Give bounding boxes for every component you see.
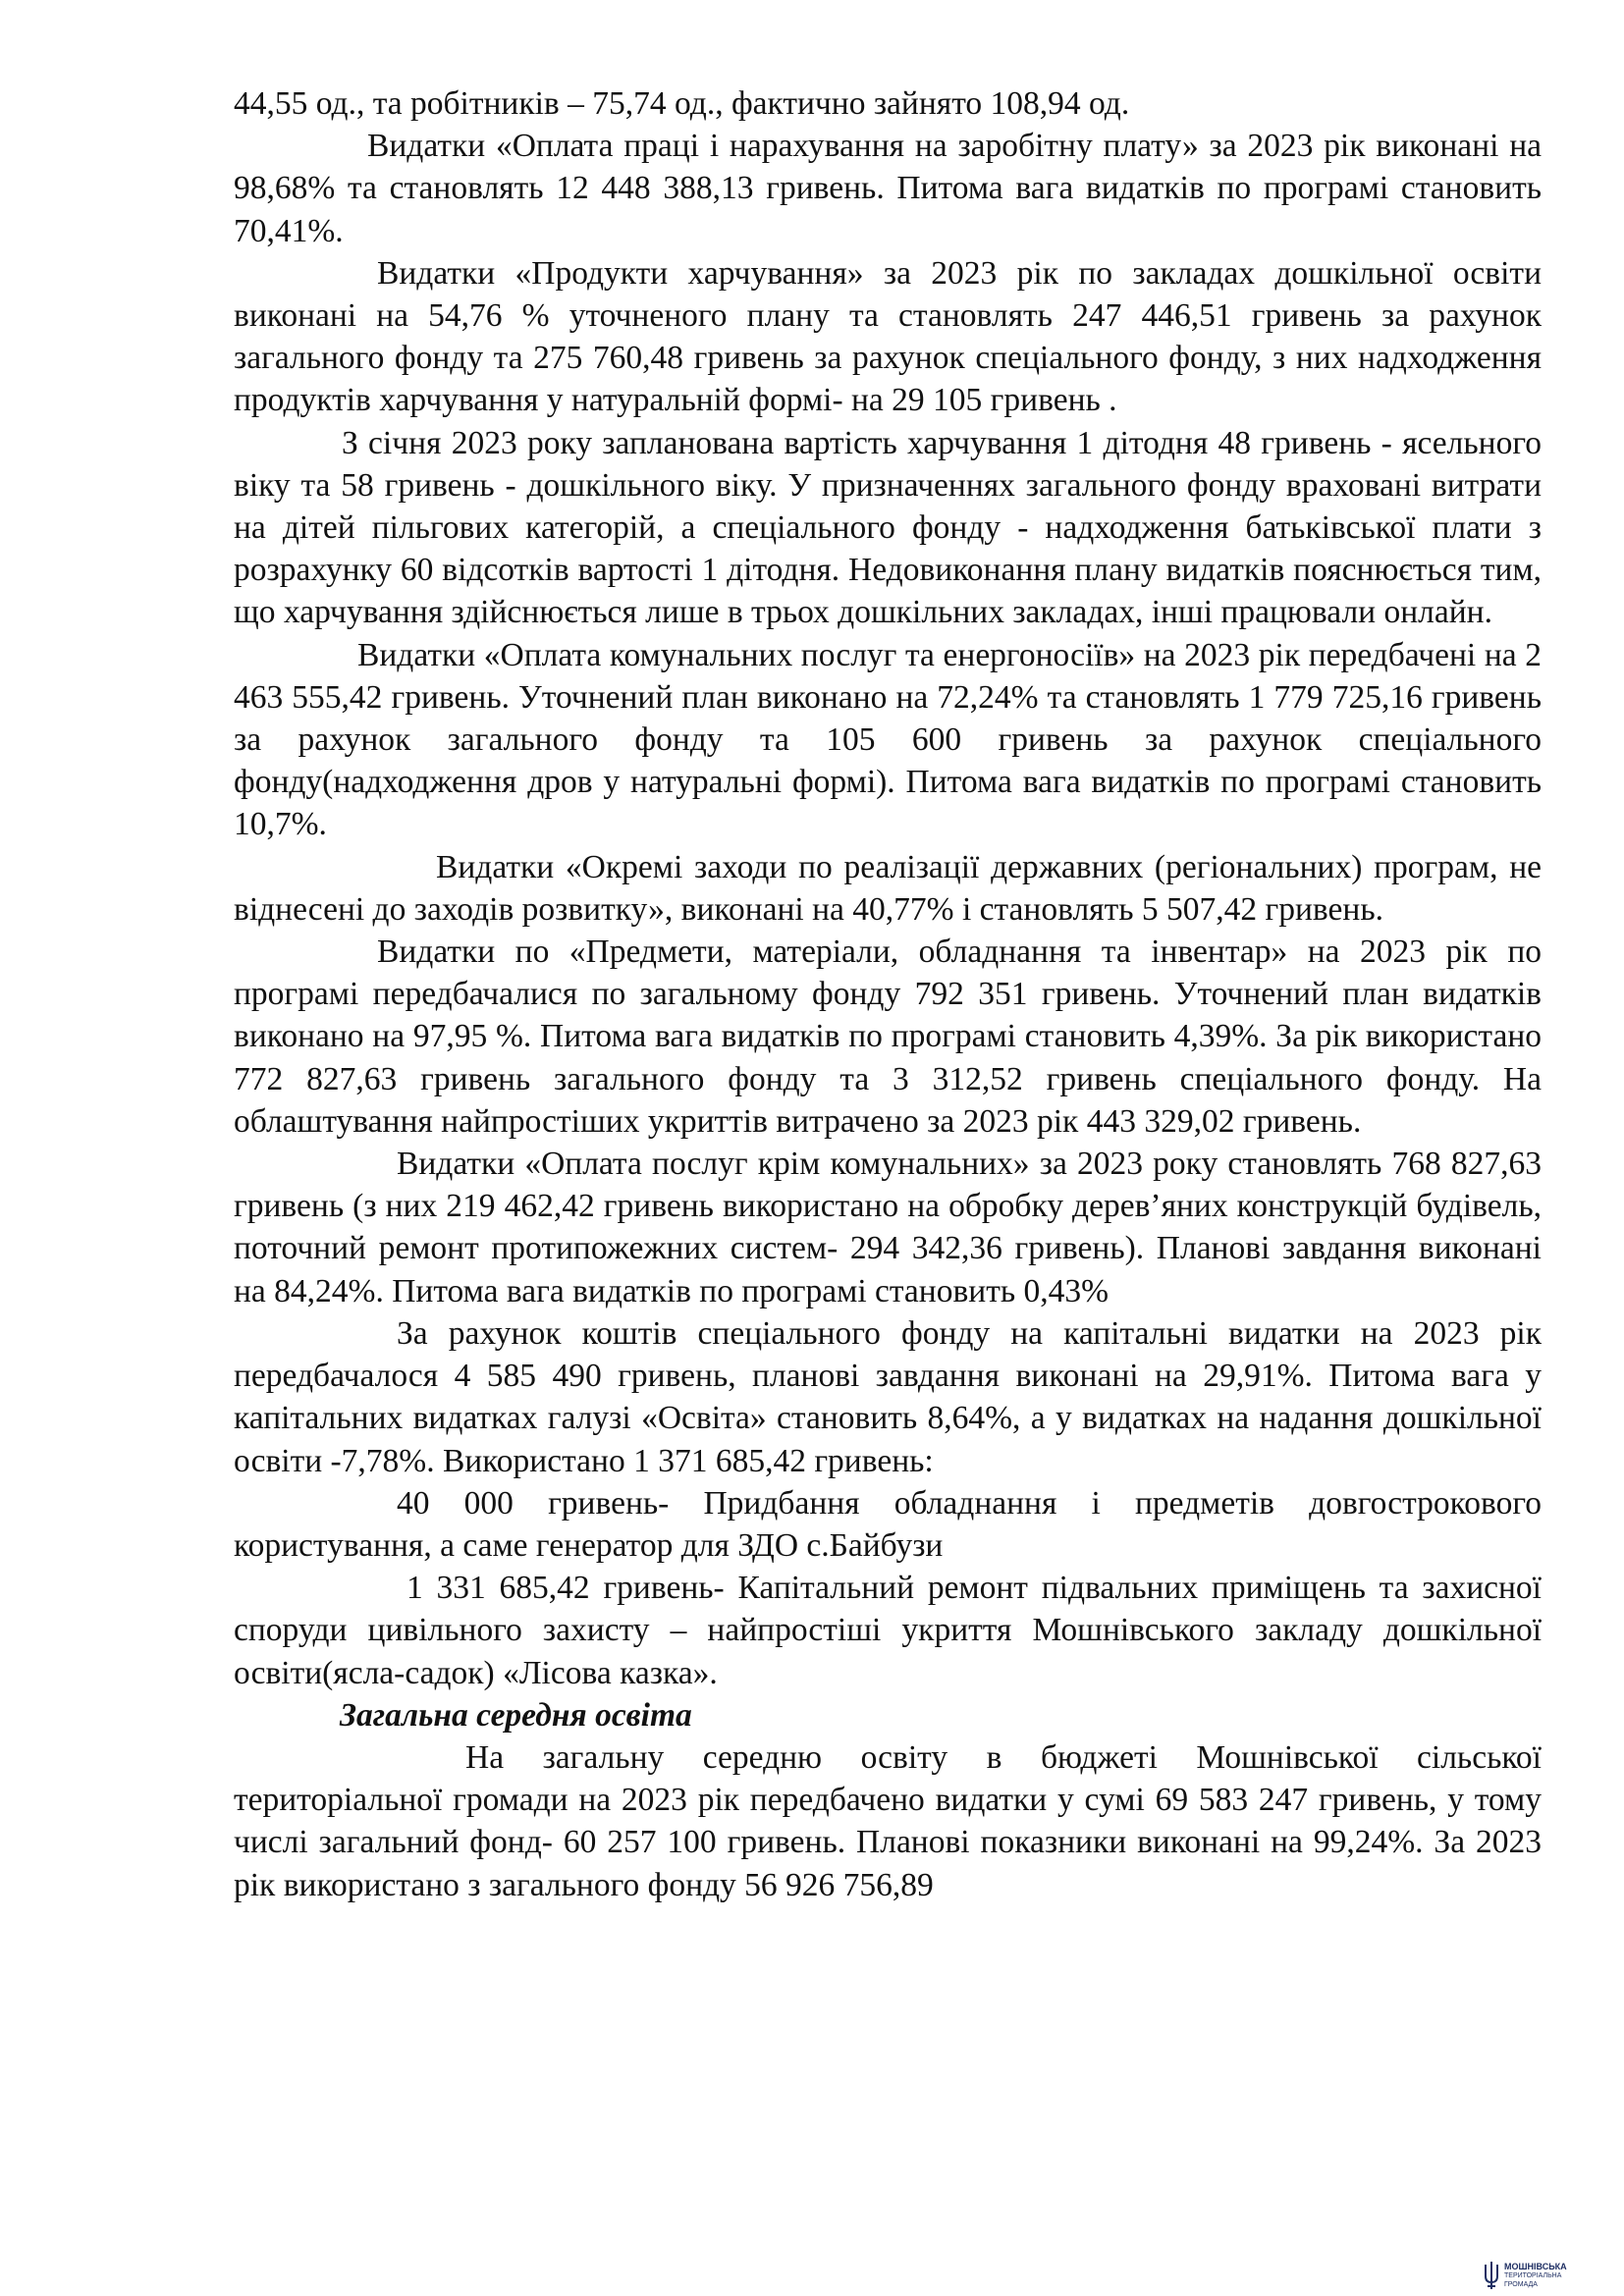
logo-text — [1504, 2263, 1567, 2289]
paragraph-10: 40 000 гривень- Придбання обладнання і предметів довгострокового користування, а саме генератор для ЗДО с.Байбузи — [234, 1484, 1542, 1564]
paragraph-8: Видатки «Оплата послуг крім комунальних» за 2023 року становлять 768 827,63 гривень (з них 219 462,42 гривень використано на обробку дерев’яних конструкцій будівель, поточний ремонт протипожежних систем- 294 342,36 гривень). Планові завдання виконані на 84,24%. Питома вага видатків по програмі становить 0,43% — [234, 1146, 1542, 1309]
paragraph-5: Видатки «Оплата комунальних послуг та енергоносіїв» на 2023 рік передбачені на 2 463 555,42 гривень. Уточнений план виконано на 72,24% та становлять 1 779 725,16 гривень за рахунок загального фонду та 105 600 гривень за рахунок спеціального фонду(надходження дров у натуральні формі). Питома вага видатків по програмі становить 10,7%. — [234, 636, 1542, 843]
logo-line-1: МОШНІВСЬКА — [1504, 2261, 1567, 2271]
section-heading: Загальна середня освіта — [340, 1696, 692, 1734]
community-logo — [1483, 2258, 1620, 2293]
paragraph-3: Видатки «Продукти харчування» за 2023 рік по закладах дошкільної освіти виконані на 54,76 % уточненого плану та становлять 247 446,51 гривень за рахунок загального фонду та 275 760,48 гривень за рахунок спеціального фонду, з них надходження продуктів харчування у натуральній формі- на 29 105 гривень . — [234, 254, 1542, 419]
paragraph-12: На загальну середню освіту в бюджеті Мошнівської сільської територіальної громади на 2023 рік передбачено видатки у сумі 69 583 247 гривень, у тому числі загальний фонд- 60 257 100 гривень. Планові показники виконані на 99,24%. За 2023 рік використано з загального фонду 56 926 756,89 — [234, 1738, 1542, 1903]
logo-line-3: ГРОМАДА — [1504, 2280, 1538, 2288]
paragraph-7: Видатки по «Предмети, матеріали, обладнання та інвентар» на 2023 рік по програмі передбачалися по загальному фонду 792 351 гривень. Уточнений план видатків виконано на 97,95 %. Питома вага видатків по програмі становить 4,39%. За рік використано 772 827,63 гривень загального фонду та 3 312,52 гривень спеціального фонду. На облаштування найпростіших укриттів витрачено за 2023 рік 443 329,02 гривень. — [234, 934, 1542, 1140]
paragraph-11: 1 331 685,42 гривень- Капітальний ремонт підвальних приміщень та захисної споруди цивільного захисту – найпростіші укриття Мошнівського закладу дошкільної освіти(ясла-садок) «Лісова казка». — [234, 1570, 1542, 1691]
paragraph-6: Видатки «Окремі заходи по реалізації державних (регіональних) програм, не віднесені до заходів розвитку», виконані на 40,77% і становлять 5 507,42 гривень. — [234, 848, 1542, 928]
trident-icon — [1483, 2261, 1500, 2290]
paragraph-1: 44,55 од., та робітників – 75,74 од., фактично зайнято 108,94 од. — [234, 85, 1130, 122]
paragraph-2: Видатки «Оплата праці і нарахування на заробітну плату» за 2023 рік виконані на 98,68% та становлять 12 448 388,13 гривень. Питома вага видатків по програмі становить 70,41%. — [234, 128, 1542, 249]
document-body — [234, 82, 1542, 1906]
paragraph-9: За рахунок коштів спеціального фонду на капітальні видатки на 2023 рік передбачалося 4 585 490 гривень, планові завдання виконані на 29,91%. Питома вага у капітальних видатках галузі «Освіта» становить 8,64%, а у видатках на надання дошкільної освіти -7,78%. Використано 1 371 685,42 гривень: — [234, 1314, 1542, 1479]
paragraph-4: З січня 2023 року запланована вартість харчування 1 дітодня 48 гривень - ясельного віку та 58 гривень - дошкільного віку. У призначеннях загального фонду враховані витрати на дітей пільгових категорій, а спеціального фонду - надходження батьківської плати з розрахунку 60 відсотків вартості 1 дітодня. Недовиконання плану видатків пояснюється тим, що харчування здійснюється лише в трьох дошкільних закладах, інші працювали онлайн. — [234, 424, 1542, 631]
logo-line-2: ТЕРИТОРІАЛЬНА — [1504, 2271, 1562, 2279]
